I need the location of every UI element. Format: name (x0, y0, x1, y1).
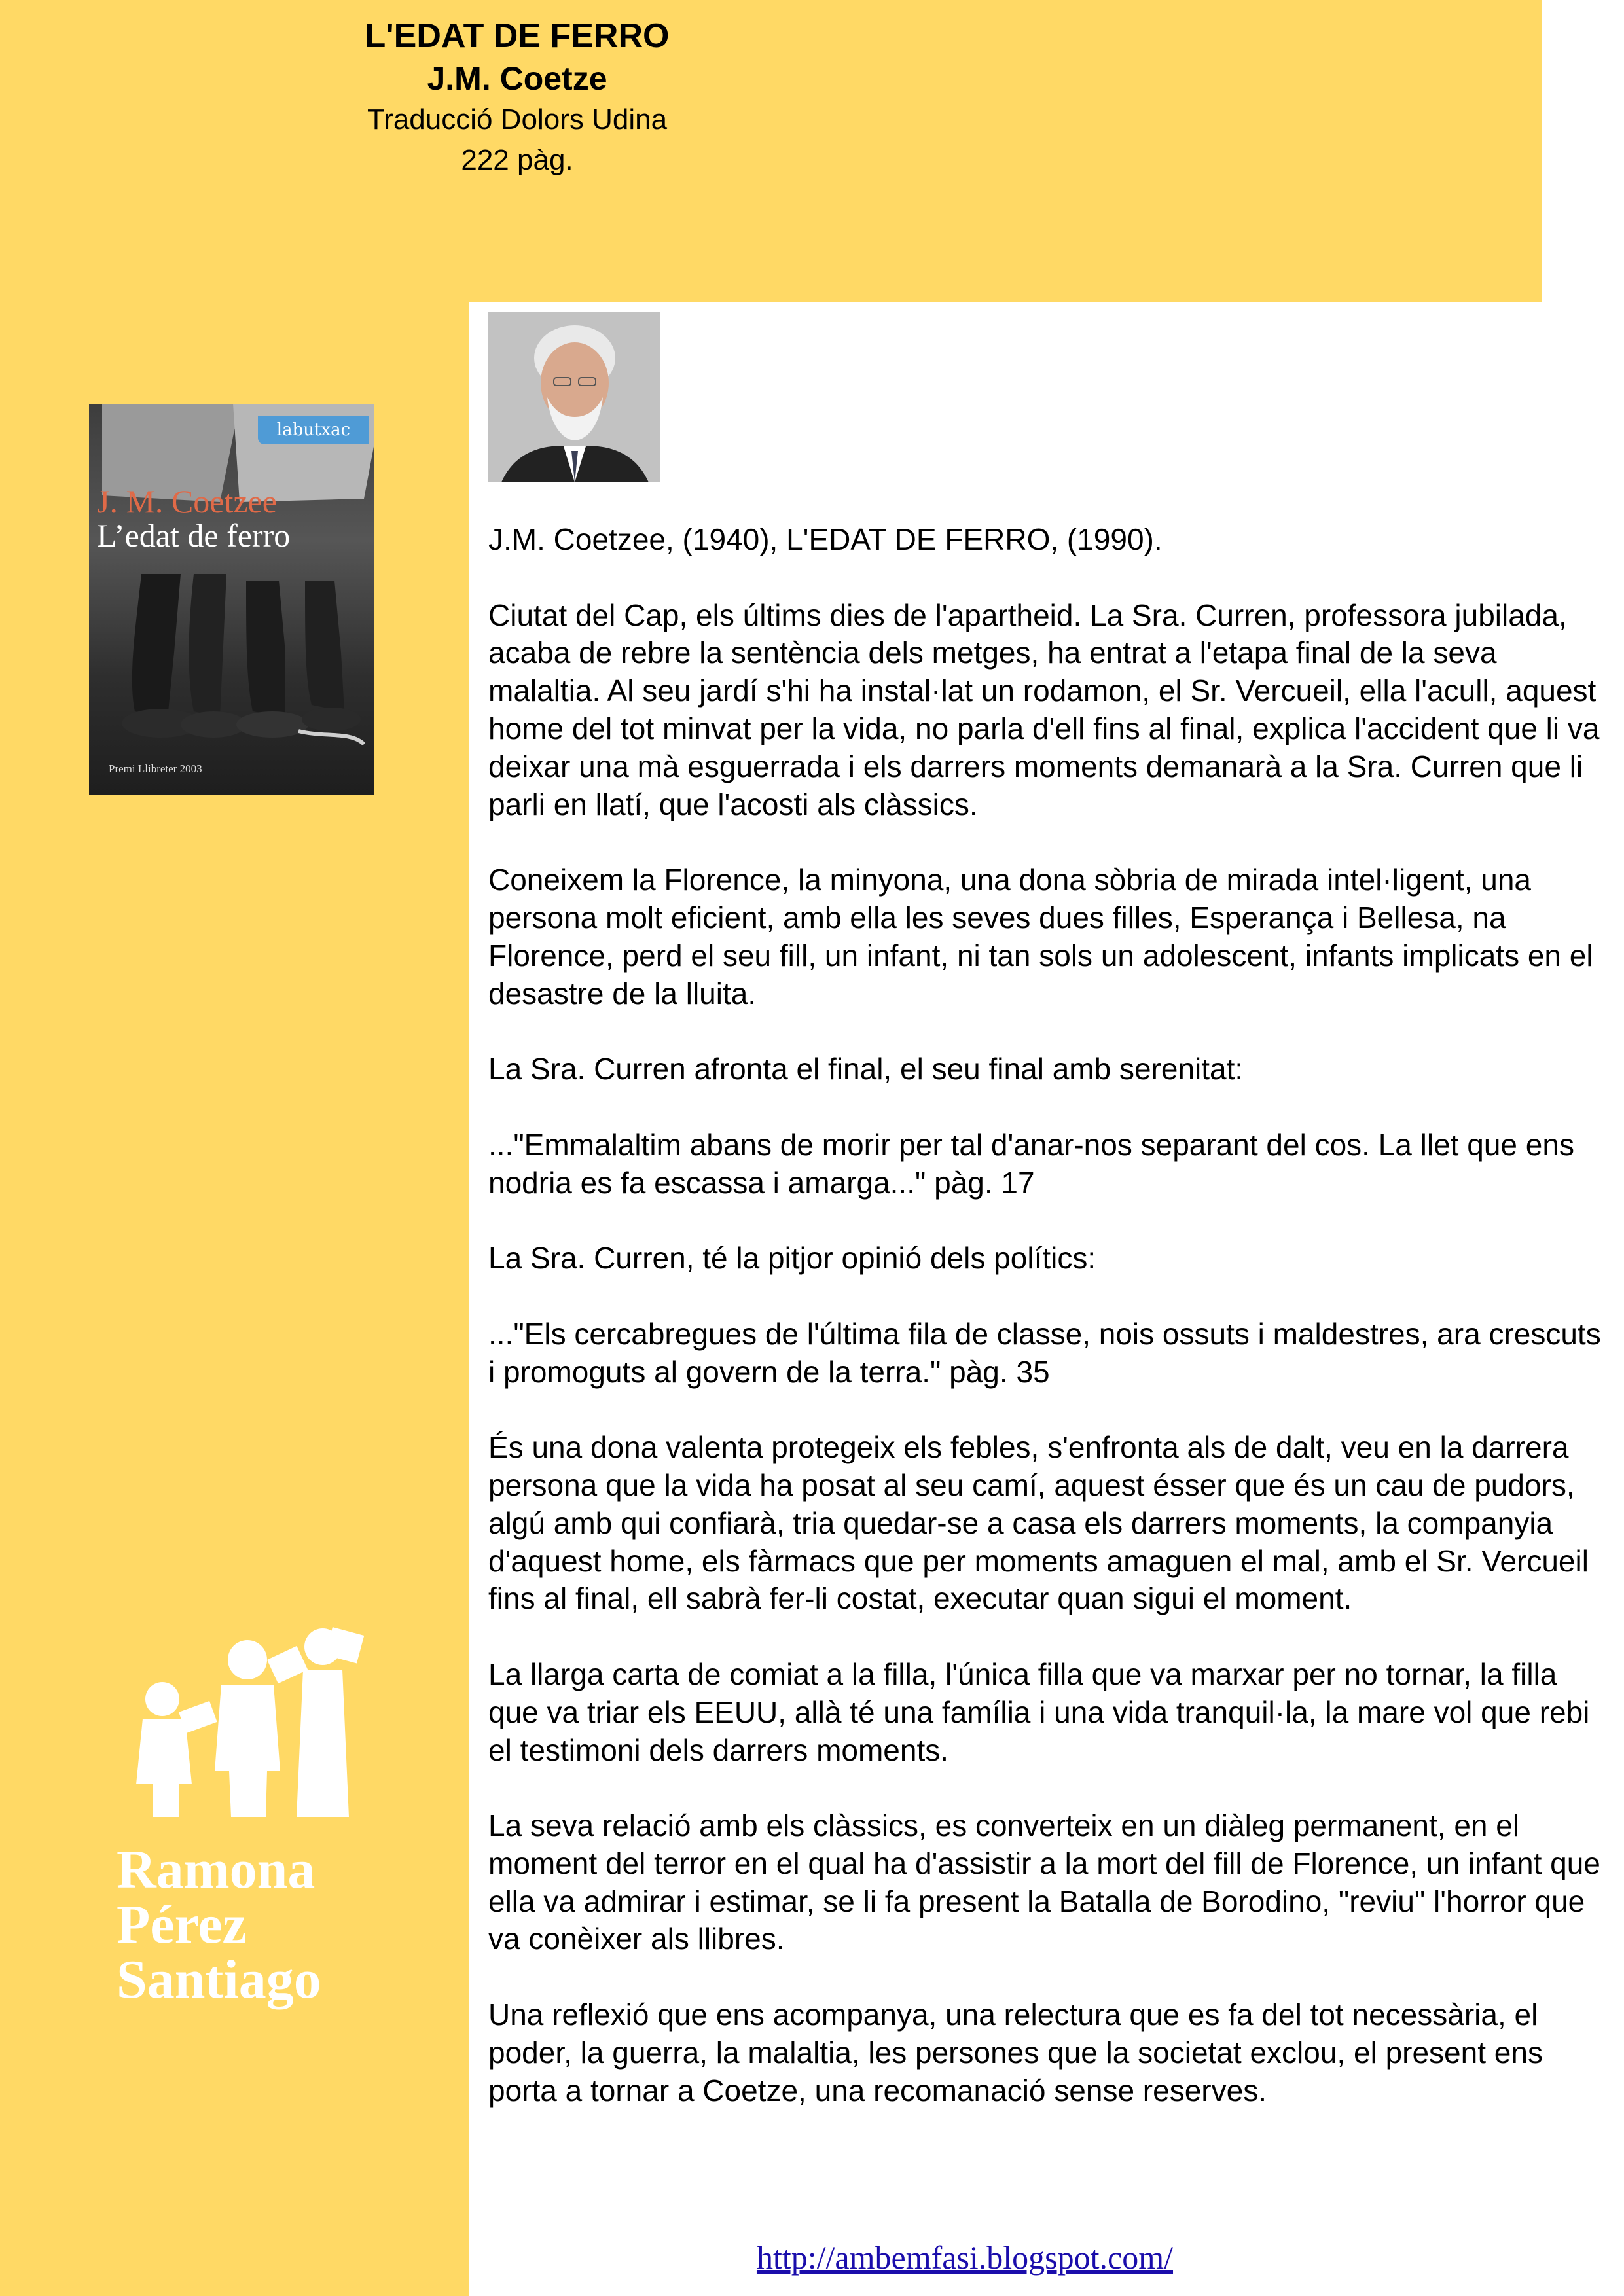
paragraph: Ciutat del Cap, els últims dies de l'apartheid. La Sra. Curren, professora jubilada, acaba de rebre la sentència dels metges, ha entrat a l'etapa final de la seva malaltia. Al seu jardí s'hi ha instal·lat un rodamon, el Sr. Vercueil, ella l'acull, aquest home del tot minvat per la vida, no parla d'ell fins al final, explica l'accident que li va deixar una mà esguerrada i els darrers moments demanarà a la Sra. Curren que li parli en llatí, que l'acosti als clàssics. (488, 598, 1600, 821)
book-cover-image (89, 404, 374, 795)
reading-children-logo-icon (117, 1621, 367, 1817)
paragraph: La seva relació amb els clàssics, es converteix en un diàleg permanent, en el moment del terror en el qual ha d'assistir a la mort del fill de Florence, un infant que ella va admirar i estimar, se li fa present la Batalla de Borodino, "reviu" l'horror que va conèixer als llibres. (488, 1808, 1600, 1956)
book-header (295, 14, 740, 181)
book-author: J.M. Coetze (427, 60, 607, 97)
author-photo (488, 312, 660, 482)
blog-link[interactable]: http://ambemfasi.blogspot.com/ (756, 2239, 1174, 2276)
paragraph: La Sra. Curren, té la pitjor opinió dels polítics: (488, 1241, 1096, 1276)
paragraph: ..."Emmalaltim abans de morir per tal d'anar-nos separant del cos. La llet que ens nodria es fa escassa i amarga..." pàg. 17 (488, 1127, 1574, 1200)
paragraph: J.M. Coetzee, (1940), L'EDAT DE FERRO, (1990). (488, 522, 1163, 556)
book-title: L'EDAT DE FERRO (365, 17, 670, 55)
book-pages: 222 pàg. (461, 144, 573, 176)
review-body (488, 521, 1608, 2147)
publisher-tag: labutxac (258, 416, 369, 444)
logo-line-2: Pérez (117, 1894, 247, 1955)
cover-prize: Premi Llibreter 2003 (109, 762, 202, 775)
logo-name (117, 1839, 391, 2010)
paragraph: És una dona valenta protegeix els febles, s'enfronta als de dalt, veu en la darrera persona que la vida ha posat al seu camí, aquest ésser que és un cau de pudors, algú amb qui confiarà, tria quedar-se a casa els darrers moments, la companyia d'aquest home, els fàrmacs que per moments amaguen el mal, amb el Sr. Vercueil fins al final, ell sabrà fer-li costat, executar quan sigui el moment. (488, 1430, 1589, 1616)
paragraph: La llarga carta de comiat a la filla, l'única filla que va marxar per no tornar, la filla que va triar els EEUU, allà té una família i una vida tranquil·la, la mare vol que rebi el testimoni dels darrers moments. (488, 1657, 1590, 1767)
paragraph: La Sra. Curren afronta el final, el seu final amb serenitat: (488, 1052, 1244, 1086)
paragraph: Una reflexió que ens acompanya, una relectura que es fa del tot necessària, el poder, la guerra, la malaltia, les persones que la societat exclou, el present ens porta a tornar a Coetze, una recomanació sense reserves. (488, 1998, 1543, 2108)
logo-line-1: Ramona (117, 1839, 316, 1900)
logo-line-3: Santiago (117, 1949, 321, 2010)
cover-author: J. M. Coetzee (97, 483, 277, 520)
cover-title: L’edat de ferro (97, 517, 291, 554)
paragraph: ..."Els cercabregues de l'última fila de classe, nois ossuts i maldestres, ara crescuts i promoguts al govern de la terra." pàg. 35 (488, 1316, 1601, 1389)
paragraph: Coneixem la Florence, la minyona, una dona sòbria de mirada intel·ligent, una persona molt eficient, amb ella les seves dues filles, Esperança i Bellesa, na Florence, perd el seu fill, un infant, ni tan sols un adolescent, infants implicats en el desastre de la lluita. (488, 863, 1593, 1011)
book-translation: Traducció Dolors Udina (367, 103, 668, 135)
